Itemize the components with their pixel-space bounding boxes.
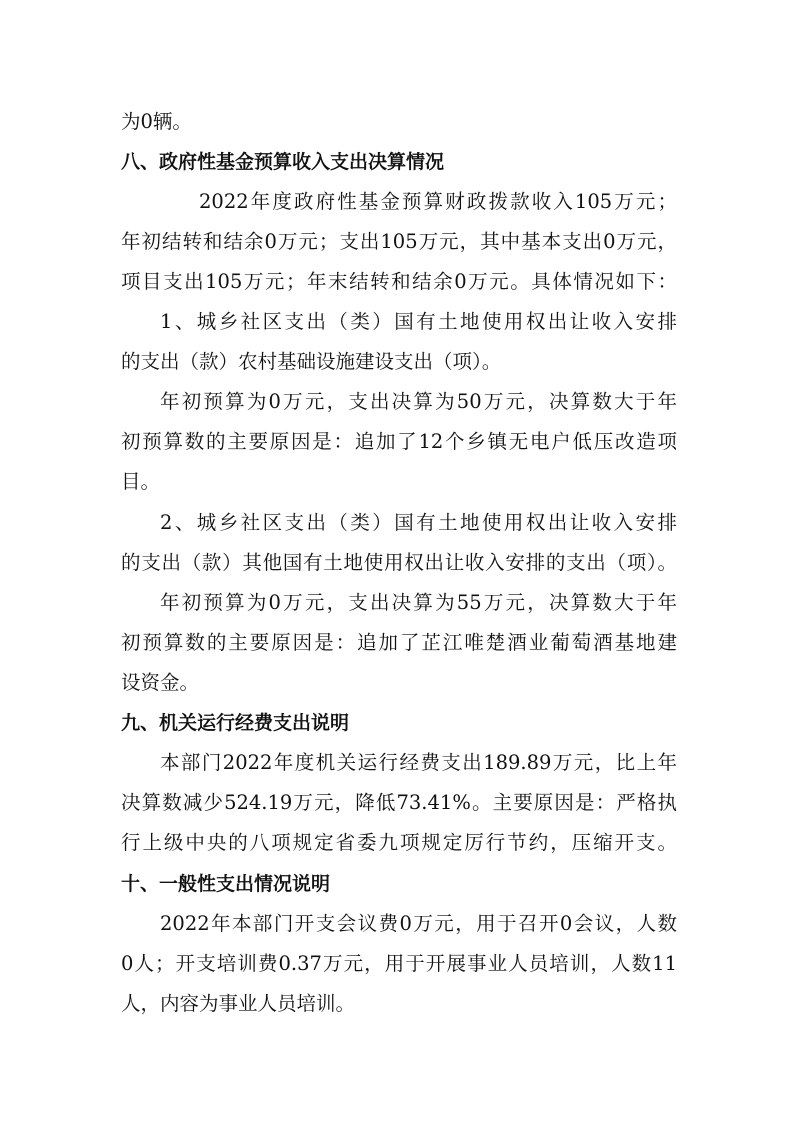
paragraph-line: 初预算数的主要原因是：追加了12个乡镇无电户低压改造项 xyxy=(121,430,677,453)
paragraph-line: 设资金。 xyxy=(121,671,200,694)
paragraph-line: 的支出（款）其他国有土地使用权出让收入安排的支出（项）。 xyxy=(121,551,677,574)
paragraph-line: 为0辆。 xyxy=(121,110,192,133)
paragraph-line: 年初结转和结余0万元；支出105万元，其中基本支出0万元， xyxy=(121,230,677,253)
paragraph-line: 年初预算为0万元，支出决算为50万元，决算数大于年 xyxy=(160,390,677,413)
paragraph-line: 行上级中央的八项规定省委九项规定厉行节约，压缩开支。 xyxy=(121,831,677,854)
paragraph-line: 年初预算为0万元，支出决算为55万元，决算数大于年 xyxy=(160,591,677,614)
paragraph-line: 0人；开支培训费0.37万元，用于开展事业人员培训，人数11 xyxy=(121,952,677,975)
paragraph-line: 决算数减少524.19万元，降低73.41%。主要原因是：严格执 xyxy=(121,791,677,814)
paragraph-line: 本部门2022年度机关运行经费支出189.89万元，比上年 xyxy=(160,751,677,774)
section-heading: 九、机关运行经费支出说明 xyxy=(121,712,350,734)
paragraph-line: 1、城乡社区支出（类）国有土地使用权出让收入安排 xyxy=(160,310,677,333)
section-heading: 十、一般性支出情况说明 xyxy=(121,873,331,895)
paragraph-line: 2、城乡社区支出（类）国有土地使用权出让收入安排 xyxy=(160,511,677,534)
paragraph-line: 项目支出105万元；年末结转和结余0万元。具体情况如下： xyxy=(121,270,677,293)
paragraph-line: 的支出（款）农村基础设施建设支出（项）。 xyxy=(121,350,502,373)
paragraph-line: 人，内容为事业人员培训。 xyxy=(121,992,356,1015)
paragraph-line: 2022年度政府性基金预算财政拨款收入105万元； xyxy=(199,190,677,213)
section-heading: 八、政府性基金预算收入支出决算情况 xyxy=(121,151,445,173)
paragraph-line: 目。 xyxy=(121,470,161,493)
paragraph-line: 初预算数的主要原因是：追加了芷江唯楚酒业葡萄酒基地建 xyxy=(121,631,677,654)
paragraph-line: 2022年本部门开支会议费0万元，用于召开0会议，人数 xyxy=(160,912,677,935)
